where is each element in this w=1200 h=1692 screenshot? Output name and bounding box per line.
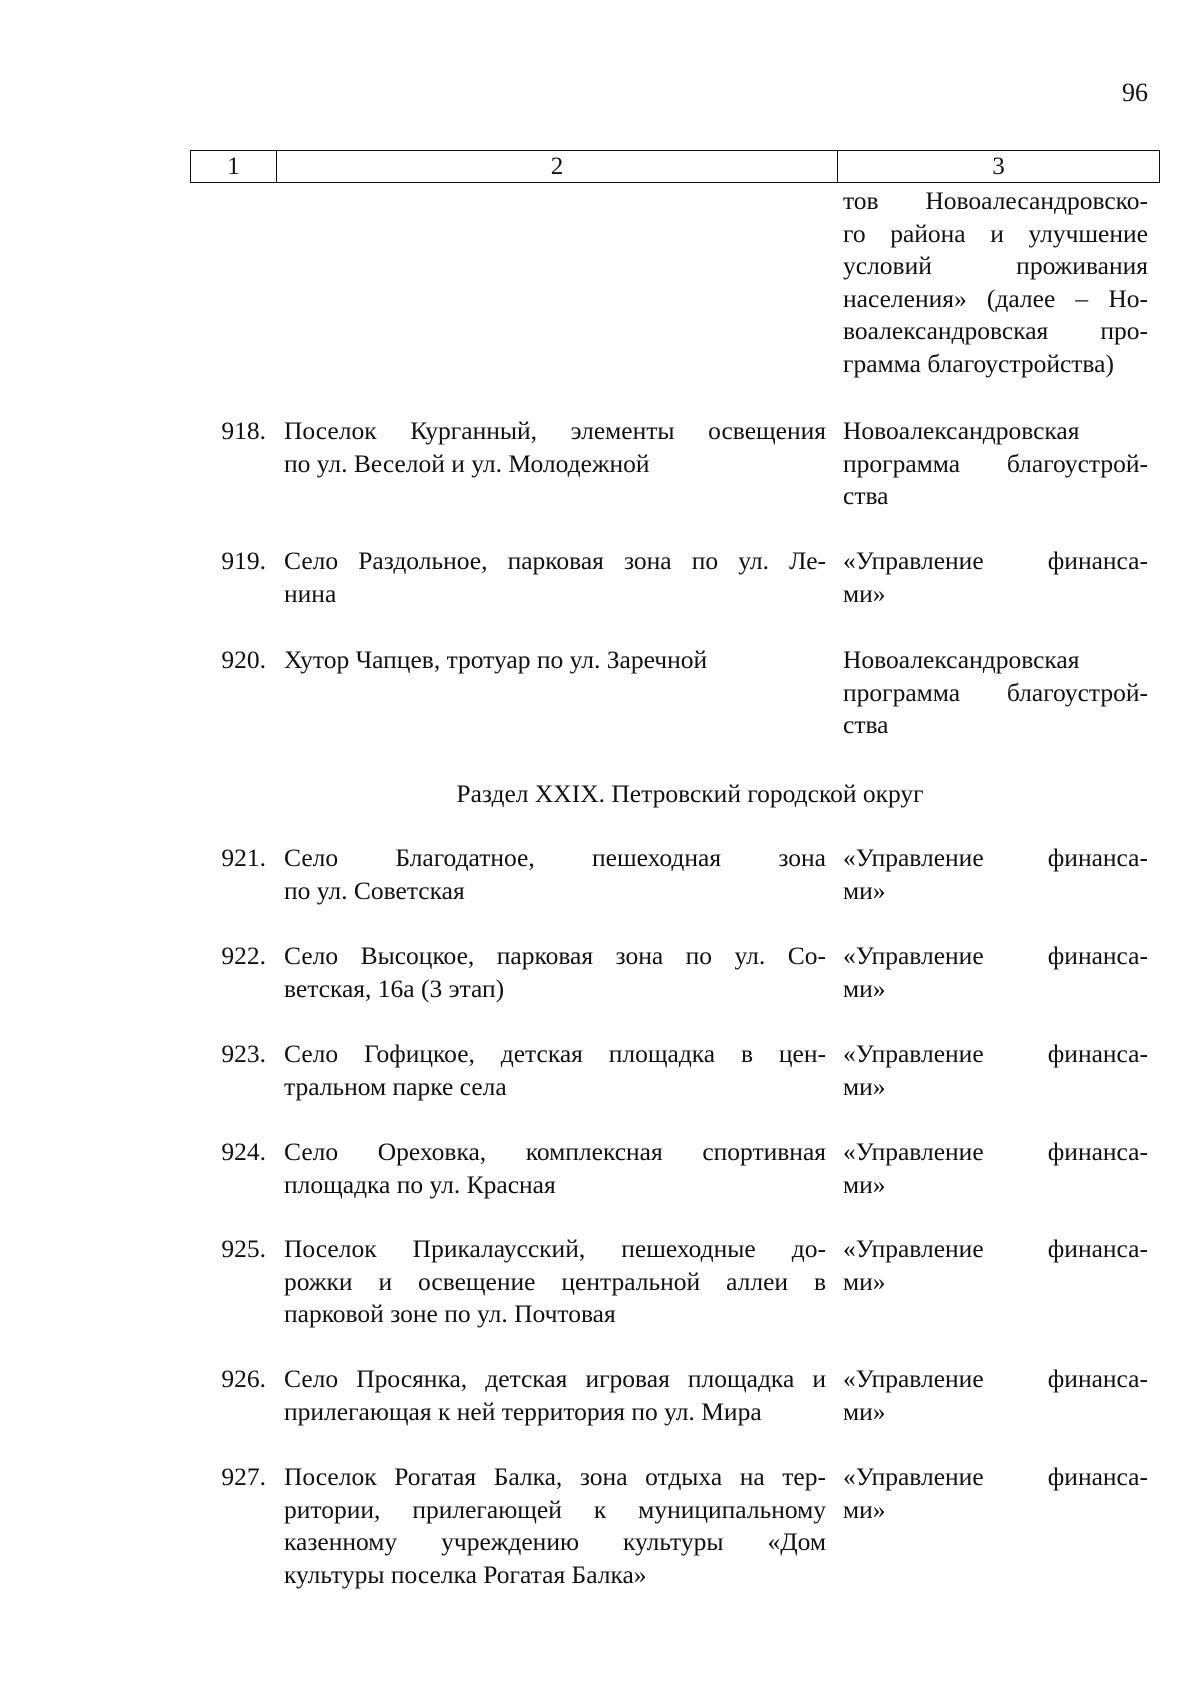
source-line: ми»: [843, 578, 886, 608]
row-source: [843, 415, 1148, 513]
source-line: ми»: [843, 1169, 886, 1199]
source-line: ми»: [843, 1071, 886, 1101]
header-col-2: 2: [277, 151, 838, 182]
source-line: ми»: [843, 973, 886, 1003]
row-source: [843, 940, 1148, 1005]
page-number: 96: [1122, 78, 1148, 107]
row-description: [284, 940, 826, 1005]
source-line: Новоалександровская: [843, 645, 1080, 674]
continuation-cell: [843, 185, 1148, 380]
header-col-1: 1: [191, 151, 277, 182]
desc-line: Село Ореховка, комплексная спортивная: [284, 1137, 826, 1166]
row-description: [284, 1363, 826, 1428]
source-line: программа благоустрой-: [843, 448, 1148, 478]
source-line: ми»: [843, 1494, 886, 1524]
table-header: [190, 150, 1160, 183]
desc-line: Поселок Курганный, элементы освещения: [284, 416, 826, 445]
row-number: 918.: [221, 416, 266, 445]
desc-line: Село Гофицкое, детская площадка в цен-: [284, 1039, 826, 1068]
row-description: [284, 545, 826, 610]
continuation-line: тов Новоалесандровско-: [843, 186, 1148, 215]
row-description: [284, 1461, 826, 1591]
row-source: [843, 644, 1148, 742]
source-line: ми»: [843, 1266, 886, 1296]
row-description: [284, 1136, 826, 1201]
desc-line: культуры поселка Рогатая Балка»: [284, 1559, 647, 1589]
row-description: [284, 1233, 826, 1331]
row-source: [843, 545, 1148, 610]
continuation-line: населения» (далее – Но-: [843, 283, 1148, 313]
desc-line: Поселок Прикалаусский, пешеходные до-: [284, 1234, 826, 1263]
desc-line: нина: [284, 578, 337, 608]
row-description: [284, 1038, 826, 1103]
row-number: 920.: [221, 645, 266, 674]
source-line: «Управление финанса-: [843, 1137, 1148, 1166]
source-line: «Управление финанса-: [843, 1462, 1148, 1491]
row-description: [284, 415, 826, 480]
desc-line: площадка по ул. Красная: [284, 1169, 556, 1199]
source-line: Новоалександровская: [843, 416, 1080, 445]
row-number: 922.: [221, 941, 266, 970]
desc-line: Село Раздольное, парковая зона по ул. Ле-: [284, 546, 826, 575]
desc-line: Село Благодатное, пешеходная зона: [284, 843, 826, 872]
source-line: ства: [843, 710, 889, 739]
row-description: [284, 644, 826, 677]
source-line: «Управление финанса-: [843, 941, 1148, 970]
row-number: 923.: [221, 1039, 266, 1068]
desc-line: по ул. Веселой и ул. Молодежной: [284, 448, 650, 478]
row-source: [843, 1038, 1148, 1103]
source-line: «Управление финанса-: [843, 843, 1148, 872]
row-number: 919.: [221, 546, 266, 575]
desc-line: тральном парке села: [284, 1071, 507, 1101]
row-source: [843, 1461, 1148, 1526]
source-line: «Управление финанса-: [843, 1364, 1148, 1393]
desc-line: рожки и освещение центральной аллеи в: [284, 1266, 826, 1296]
source-line: «Управление финанса-: [843, 546, 1148, 575]
source-line: ства: [843, 481, 889, 510]
desc-line: Село Высоцкое, парковая зона по ул. Со-: [284, 941, 826, 970]
desc-line: ветская, 16а (3 этап): [284, 973, 505, 1003]
header-col-3: 3: [992, 152, 1005, 180]
row-source: [843, 1363, 1148, 1428]
source-line: «Управление финанса-: [843, 1039, 1148, 1068]
row-description: [284, 842, 826, 907]
source-line: программа благоустрой-: [843, 677, 1148, 707]
desc-line: Поселок Рогатая Балка, зона отдыха на тер-: [284, 1462, 826, 1491]
desc-line: по ул. Советская: [284, 875, 465, 905]
row-number: 925.: [221, 1234, 266, 1263]
row-source: [843, 842, 1148, 907]
continuation-line: условий проживания: [843, 251, 1148, 280]
source-line: ми»: [843, 1396, 886, 1426]
continuation-line: го района и улучшение: [843, 218, 1148, 248]
section-title: Раздел XXIX. Петровский городской округ: [456, 779, 924, 808]
source-line: ми»: [843, 875, 886, 905]
row-number: 927.: [221, 1462, 266, 1491]
row-number: 926.: [221, 1364, 266, 1393]
desc-line: Село Просянка, детская игровая площадка и: [284, 1364, 826, 1393]
row-source: [843, 1136, 1148, 1201]
row-source: [843, 1233, 1148, 1298]
source-line: «Управление финанса-: [843, 1234, 1148, 1263]
continuation-line: грамма благоустройства): [843, 348, 1114, 378]
row-number: 924.: [221, 1137, 266, 1166]
row-number: 921.: [221, 843, 266, 872]
desc-line: казенному учреждению культуры «Дом: [284, 1527, 826, 1556]
desc-line: ритории, прилегающей к муниципальному: [284, 1494, 826, 1524]
desc-line: прилегающая к ней территория по ул. Мира: [284, 1396, 762, 1426]
desc-line: парковой зоне по ул. Почтовая: [284, 1299, 616, 1328]
desc-line: Хутор Чапцев, тротуар по ул. Заречной: [284, 645, 708, 674]
continuation-line: воалександровская про-: [843, 316, 1148, 345]
